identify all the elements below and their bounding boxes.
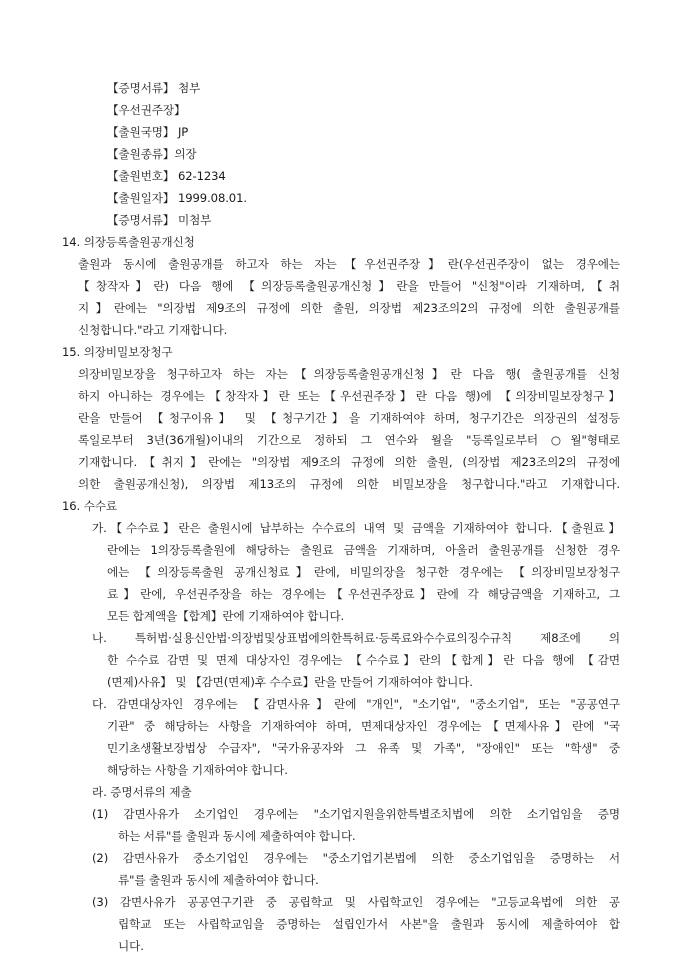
section-16-heading: 16. 수수료	[62, 499, 118, 513]
proof-item-3-line: 니다.	[118, 939, 144, 953]
proof-docs-not-attached: 【증명서류】 미첨부	[107, 213, 212, 227]
fee-item-da-line: 기관" 중 해당하는 사항을 기재하여야 하며, 면제대상자인 경우에는【면제사유】란에 "국	[107, 719, 620, 733]
fee-item-na-line: 나. 특허법·실용신안법·의장법및상표법에의한특허료·등록료와수수료의징수규칙 제8조에 의	[92, 631, 620, 645]
proof-docs-attached: 【증명서류】 첨부	[107, 81, 201, 95]
section-15-line: 의한 출원공개신청), 의장법 제13조의 규정에 의한 비밀보장을 청구합니다."라고 기재합니다.	[78, 477, 620, 491]
fee-item-na-line: 한 수수료 감면 및 면제 대상자인 경우에는 【수수료】란의【합계】란 다음 행에 【감면	[107, 653, 620, 667]
fee-item-da-line: 민기초생활보장법상 수급자", "국가유공자와 그 유족 및 가족", "장애인" 또는 "학생" 중	[107, 741, 620, 755]
section-15-line: 록일로부터 3년(36개월)이내의 기간으로 정하되 그 연수와 월을 "등록일로부터 ○월"형태로	[78, 433, 620, 447]
fee-item-ga-line: 가.【수수료】란은 출원시에 납부하는 수수료의 내역 및 금액을 기재하여야 합니다.【출원료】	[92, 521, 620, 535]
fee-item-da-line: 해당하는 사항을 기재하여야 합니다.	[107, 763, 288, 777]
fee-item-ra-heading: 라. 증명서류의 제출	[92, 785, 192, 799]
section-15-line: 의장비밀보장을 청구하고자 하는 자는【의장등록출원공개신청】란 다음 행( 출원공개를 신청	[78, 367, 620, 381]
section-15-heading: 15. 의장비밀보장청구	[62, 345, 173, 359]
priority-claim-field: 【우선권주장】	[107, 103, 186, 117]
fee-item-ga-line: 모든 합계액을【합계】란에 기재하여야 합니다.	[107, 609, 345, 623]
section-14-line: 출원과 동시에 출원공개를 하고자 하는 자는【우선권주장】란(우선권주장이 없는 경우에는	[78, 257, 620, 271]
section-14-line: 신청합니다."라고 기재합니다.	[78, 323, 228, 337]
proof-item-3-line: (3) 감면사유가 공공연구기관 중 공립학교 및 사립학교인 경우에는 "고등교육법에 의한 공	[92, 895, 620, 909]
application-number-field: 【출원번호】 62-1234	[107, 169, 226, 183]
section-14-heading: 14. 의장등록출원공개신청	[62, 235, 195, 249]
proof-item-2-line: (2) 감면사유가 중소기업인 경우에는 "중소기업기본법에 의한 중소기업임을 증명하는 서	[92, 851, 620, 865]
fee-item-ga-line: 란에는 1의장등록출원에 해당하는 출원료 금액을 기재하며, 아울러 출원공개를 신청한 경우	[107, 543, 620, 557]
filing-country-field: 【출원국명】 JP	[107, 125, 189, 139]
filing-type-field: 【출원종류】의장	[107, 147, 197, 161]
fee-item-da-line: 다. 감면대상자인 경우에는 【감면사유】란에 "개인", "소기업", "중소기업", 또는 "공공연구	[92, 697, 620, 711]
fee-item-ga-line: 에는 【의장등록출원 공개신청료】란에, 비밀의장을 청구한 경우에는 【의장비밀보장청구	[107, 565, 620, 579]
fee-item-ga-line: 료】란에, 우선권주장을 하는 경우에는【우선권주장료】란에 각 해당금액을 기재하고, 그	[107, 587, 620, 601]
proof-item-1-line: 하는 서류"를 출원과 동시에 제출하여야 합니다.	[118, 829, 356, 843]
proof-item-1-line: (1) 감면사유가 소기업인 경우에는 "소기업지원을위한특별조치법에 의한 소기업임을 증명	[92, 807, 620, 821]
section-15-line: 란을 만들어 【청구이유】 및 【청구기간】을 기재하여야 하며, 청구기간은 의장권의 설정등	[78, 411, 620, 425]
proof-item-3-line: 립학교 또는 사립학교임을 증명하는 설립인가서 사본"을 출원과 동시에 제출하여야 합	[118, 917, 620, 931]
section-14-line: 【창작자】란) 다음 행에 【의장등록출원공개신청】란을 만들어 "신청"이라 기재하며,【취	[78, 279, 620, 293]
section-14-line: 지】란에는 "의장법 제9조의 규정에 의한 출원, 의장법 제23조의2의 규정에 의한 출원공개를	[78, 301, 620, 315]
filing-date-field: 【출원일자】 1999.08.01.	[107, 191, 247, 205]
section-15-line: 하지 아니하는 경우에는【창작자】란 또는【우선권주장】란 다음 행)에 【의장비밀보장청구】	[78, 389, 620, 403]
section-15-line: 기재합니다.【취지】란에는 "의장법 제9조의 규정에 의한 출원, (의장법 제23조의2의 규정에	[78, 455, 620, 469]
proof-item-2-line: 류"를 출원과 동시에 제출하여야 합니다.	[118, 873, 319, 887]
fee-item-na-line: (면제)사유】 및 【감면(면제)후 수수료】란을 만들어 기재하여야 합니다.	[107, 675, 473, 689]
